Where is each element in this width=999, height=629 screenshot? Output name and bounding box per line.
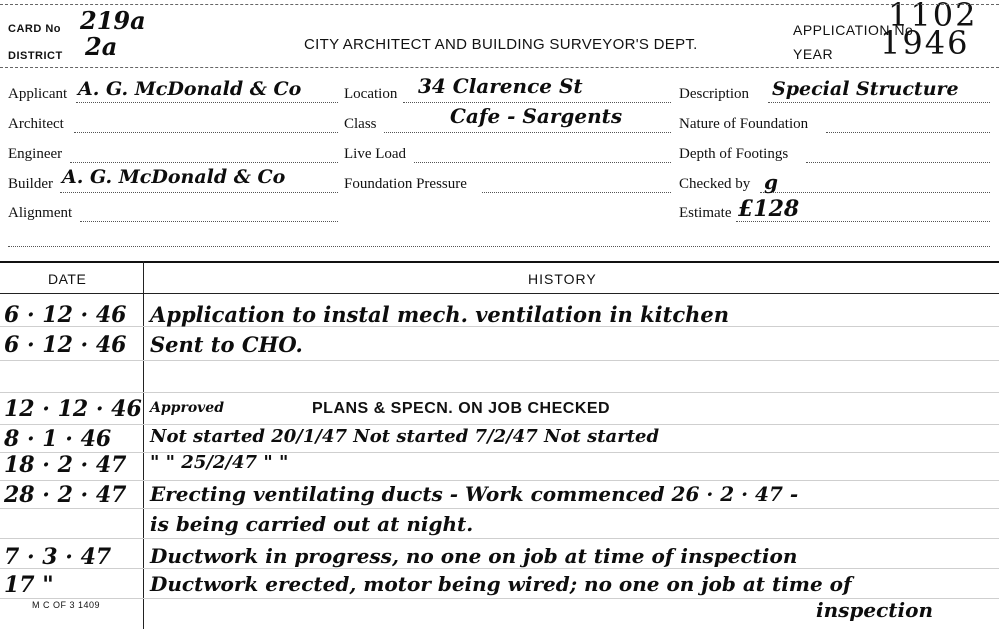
history-column-header: HISTORY <box>528 271 597 287</box>
history-entry: Erecting ventilating ducts - Work commenced 26 · 2 · 47 - <box>150 482 799 506</box>
checked-by-label: Checked by <box>679 176 751 192</box>
top-perforation <box>0 4 999 5</box>
architect-label: Architect <box>8 116 64 132</box>
depth-of-footings-label: Depth of Footings <box>679 146 789 162</box>
history-entry: Application to instal mech. ventilation in kitchen <box>150 302 730 327</box>
form-code: M C OF 3 1409 <box>32 600 101 610</box>
card-no-label: CARD No <box>8 23 61 35</box>
builder-value: A. G. McDonald & Co <box>62 166 286 188</box>
applicant-label: Applicant <box>8 86 68 102</box>
card-no-value: 219a <box>80 6 146 35</box>
history-date: 6 · 12 · 46 <box>4 332 127 358</box>
department-title: CITY ARCHITECT AND BUILDING SURVEYOR'S DEPT. <box>304 36 698 53</box>
live-load-label: Live Load <box>344 146 407 162</box>
applicant-value: A. G. McDonald & Co <box>78 78 302 100</box>
history-entry: is being carried out at night. <box>150 512 474 536</box>
application-label: APPLICATION No <box>793 22 914 38</box>
location-value: 34 Clarence St <box>418 74 583 98</box>
class-label: Class <box>344 116 377 132</box>
alignment-label: Alignment <box>8 205 73 221</box>
history-entry: Approved <box>150 400 224 416</box>
history-entry: Not started 20/1/47 Not started 7/2/47 Not started <box>150 426 660 447</box>
history-date: 17 " <box>4 572 54 598</box>
history-date: 18 · 2 · 47 <box>4 452 127 478</box>
history-top-border <box>0 261 999 263</box>
nature-of-foundation-label: Nature of Foundation <box>679 116 809 132</box>
location-value-2: Cafe - Sargents <box>450 104 623 128</box>
foundation-pressure-label: Foundation Pressure <box>344 176 467 192</box>
estimate-value: £128 <box>738 196 800 222</box>
engineer-label: Engineer <box>8 146 63 162</box>
history-date: 6 · 12 · 46 <box>4 302 127 328</box>
checked-by-value: g <box>764 170 778 194</box>
year-label: YEAR <box>793 46 834 62</box>
application-number: 1102 <box>888 0 978 34</box>
history-entry: " " 25/2/47 " " <box>150 452 289 473</box>
history-entry: Ductwork in progress, no one on job at time of inspection <box>150 544 798 568</box>
description-value: Special Structure <box>772 78 959 100</box>
location-label: Location <box>344 86 398 102</box>
checked-stamp: PLANS & SPECN. ON JOB CHECKED <box>312 400 611 417</box>
estimate-label: Estimate <box>679 205 732 221</box>
blank-line <box>8 246 990 247</box>
header-divider <box>0 67 999 68</box>
history-header-border <box>0 293 999 294</box>
description-label: Description <box>679 86 749 102</box>
builder-label: Builder <box>8 176 53 192</box>
history-entry: inspection <box>816 598 934 622</box>
district-value: 2a <box>85 32 118 61</box>
history-date: 12 · 12 · 46 <box>4 396 142 422</box>
history-date: 7 · 3 · 47 <box>4 544 112 570</box>
district-label: DISTRICT <box>8 50 63 62</box>
year-value: 1946 <box>880 24 970 62</box>
history-entry: Ductwork erected, motor being wired; no one on job at time of <box>150 572 852 596</box>
date-column-header: DATE <box>48 271 87 287</box>
history-date: 28 · 2 · 47 <box>4 482 127 508</box>
history-date: 8 · 1 · 46 <box>4 426 112 452</box>
history-entry: Sent to CHO. <box>150 332 303 357</box>
